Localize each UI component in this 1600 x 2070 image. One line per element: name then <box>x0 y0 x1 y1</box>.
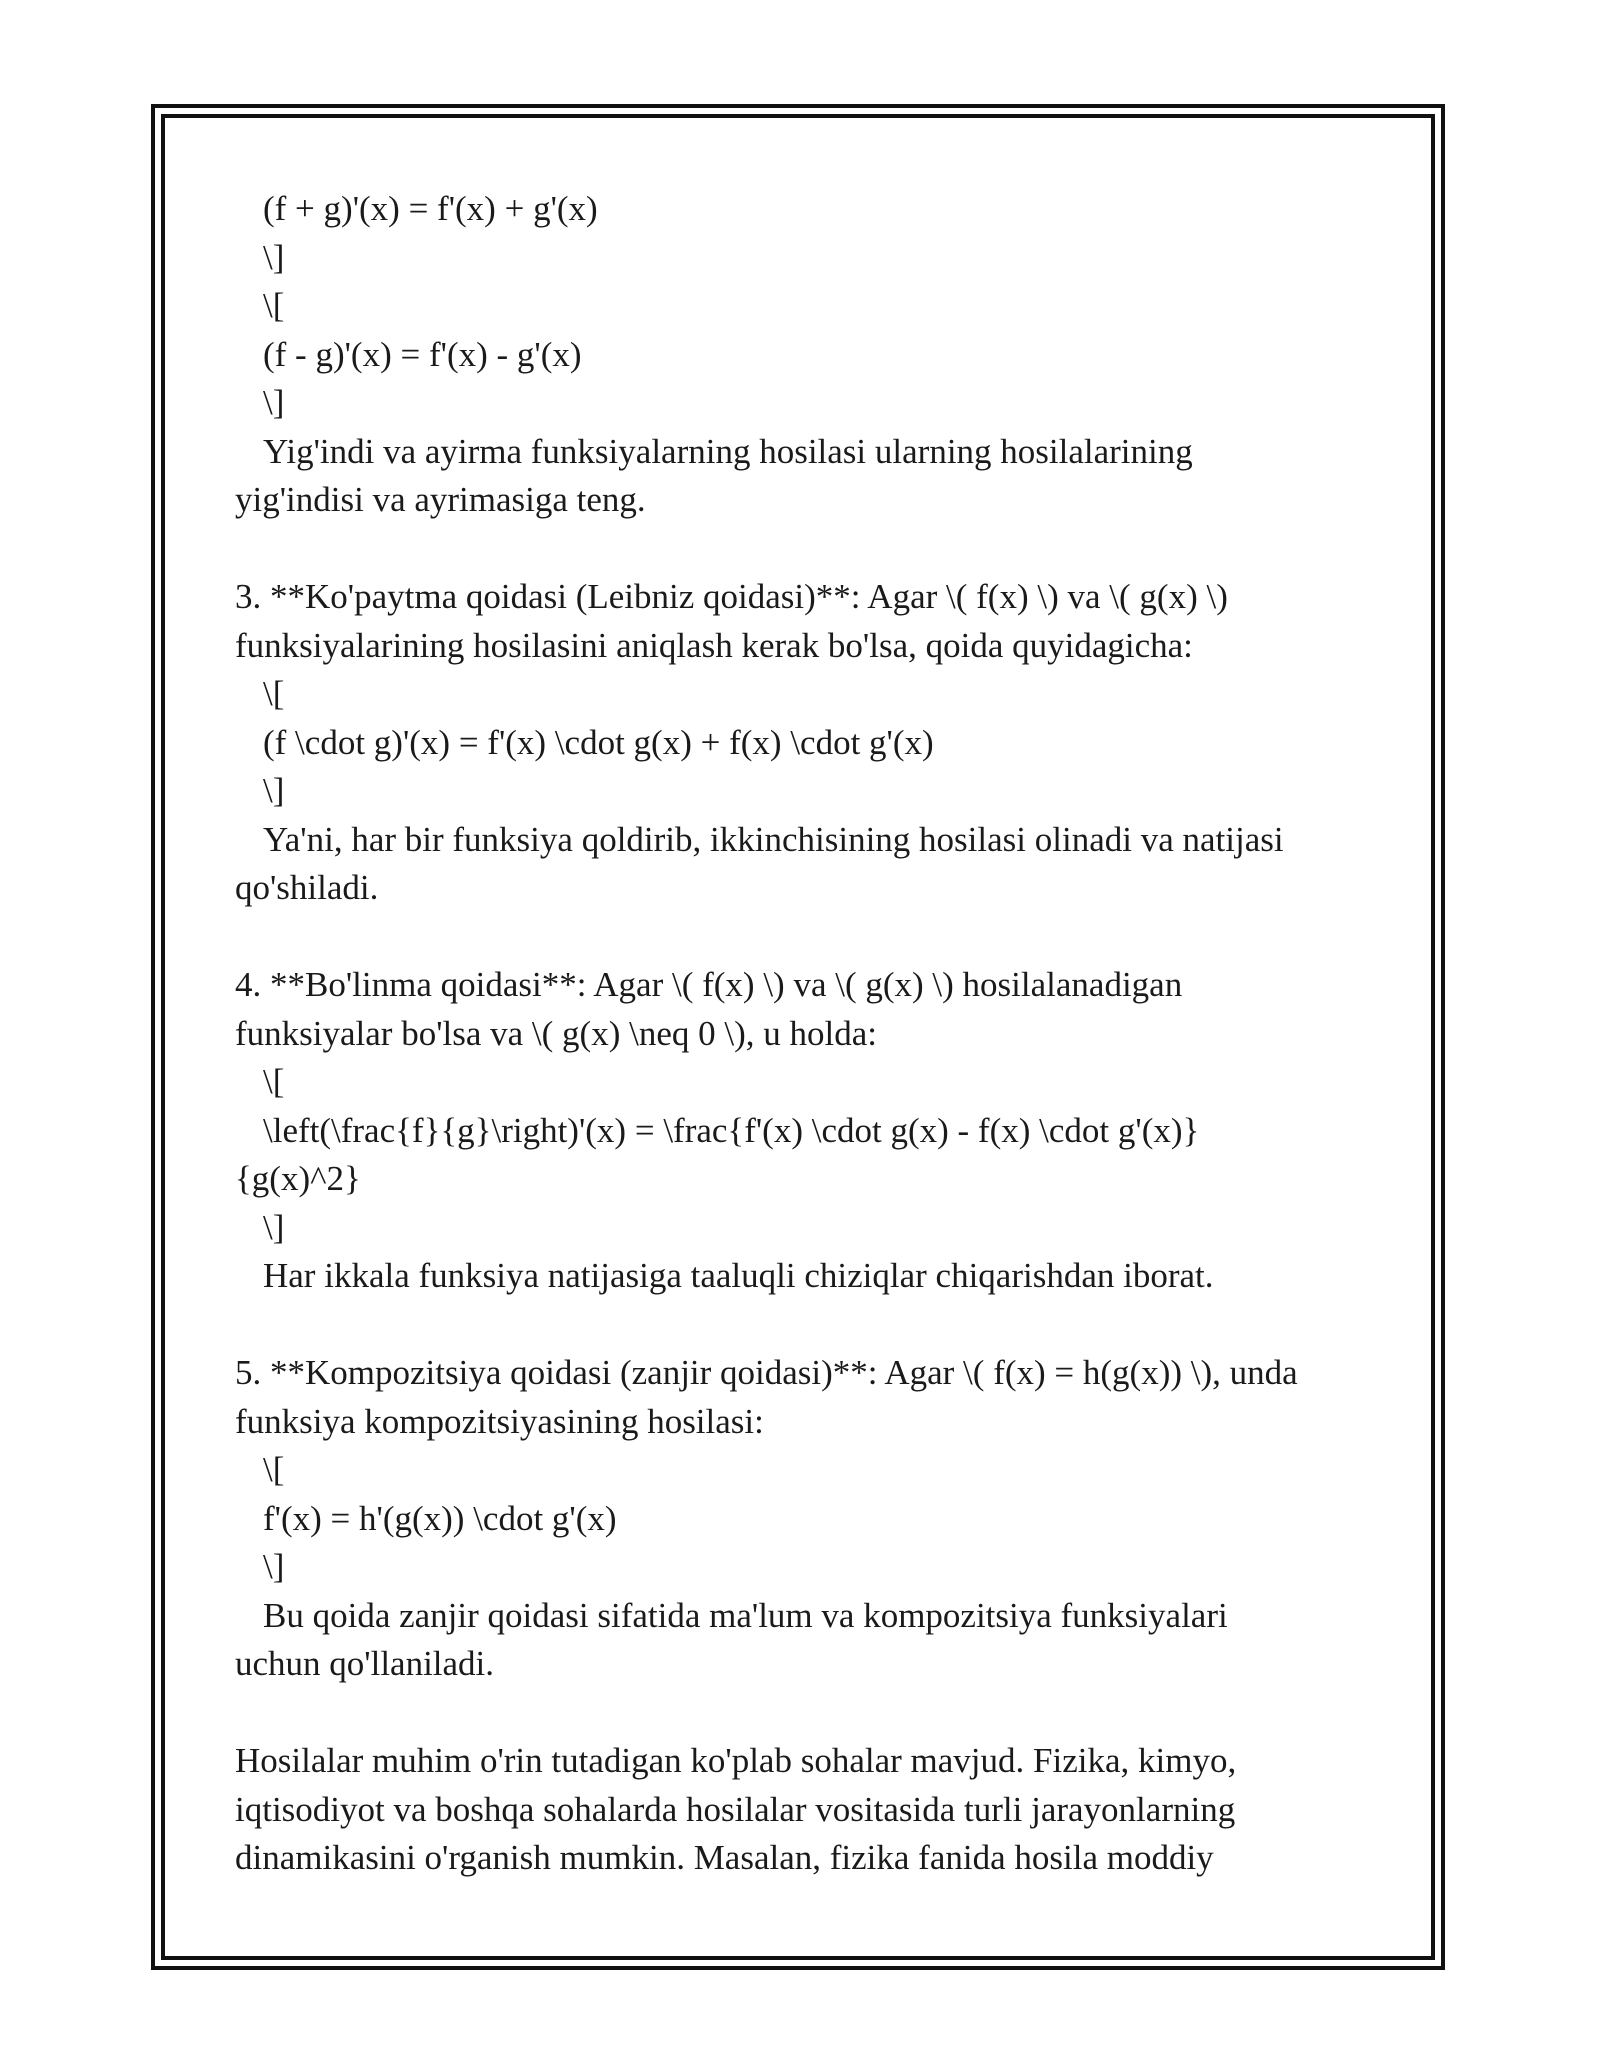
text-line: uchun qo'llaniladi. <box>235 1644 495 1683</box>
text-line: (f + g)'(x) = f'(x) + g'(x) <box>263 189 598 228</box>
blank-line <box>235 525 1365 574</box>
text-line: 4. **Bo'linma qoidasi**: Agar \( f(x) \) va \( g(x) \) hosilalanadigan <box>235 965 1183 1004</box>
text-line: funksiyalarining hosilasini aniqlash kerak bo'lsa, qoida quyidagicha: <box>235 625 1193 665</box>
text-line: \] <box>263 383 285 422</box>
text-line: dinamikasini o'rganish mumkin. Masalan, fizika fanida hosila moddiy <box>235 1838 1214 1877</box>
text-line: yig'indisi va ayrimasiga teng. <box>235 480 646 519</box>
text-line: (f \cdot g)'(x) = f'(x) \cdot g(x) + f(x) \cdot g'(x) <box>263 722 934 762</box>
text-line: 3. **Ko'paytma qoidasi (Leibniz qoidasi)**: Agar \( f(x) \) va \( g(x) \) <box>235 577 1228 616</box>
text-line: \[ <box>263 674 285 713</box>
text-line: \left(\frac{f}{g}\right)'(x) = \frac{f'(x) \cdot g(x) - f(x) \cdot g'(x)} <box>263 1110 1200 1150</box>
text-line: 5. **Kompozitsiya qoidasi (zanjir qoidasi)**: Agar \( f(x) = h(g(x)) \), unda <box>235 1353 1298 1392</box>
text-line: Har ikkala funksiya natijasiga taaluqli chiziqlar chiqarishdan iborat. <box>263 1256 1214 1295</box>
text-line: Yig'indi va ayirma funksiyalarning hosilasi ularning hosilalarining <box>263 431 1193 471</box>
text-line: (f - g)'(x) = f'(x) - g'(x) <box>263 334 582 374</box>
text-line: Ya'ni, har bir funksiya qoldirib, ikkinchisining hosilasi olinadi va natijasi <box>263 819 1284 859</box>
text-line: {g(x)^2} <box>235 1159 361 1198</box>
text-line: \] <box>263 237 285 277</box>
text-line: iqtisodiyot va boshqa sohalarda hosilalar vositasida turli jarayonlarning <box>235 1789 1236 1829</box>
text-line: Bu qoida zanjir qoidasi sifatida ma'lum va kompozitsiya funksiyalari <box>263 1595 1228 1635</box>
text-line: \] <box>263 1547 285 1586</box>
document-body <box>235 185 1365 1883</box>
blank-line <box>235 913 1365 962</box>
text-line: funksiyalar bo'lsa va \( g(x) \neq 0 \), u holda: <box>235 1013 877 1053</box>
text-line: \[ <box>263 1062 285 1101</box>
text-line: \] <box>263 771 285 810</box>
text-line: Hosilalar muhim o'rin tutadigan ko'plab sohalar mavjud. Fizika, kimyo, <box>235 1741 1237 1780</box>
text-line: funksiya kompozitsiyasining hosilasi: <box>235 1401 764 1441</box>
text-line: \] <box>263 1207 285 1247</box>
text-line: qo'shiladi. <box>235 868 379 907</box>
text-line: f'(x) = h'(g(x)) \cdot g'(x) <box>263 1498 617 1538</box>
text-line: \[ <box>263 286 285 325</box>
blank-line <box>235 1301 1365 1350</box>
text-line: \[ <box>263 1450 285 1489</box>
blank-line <box>235 1689 1365 1738</box>
